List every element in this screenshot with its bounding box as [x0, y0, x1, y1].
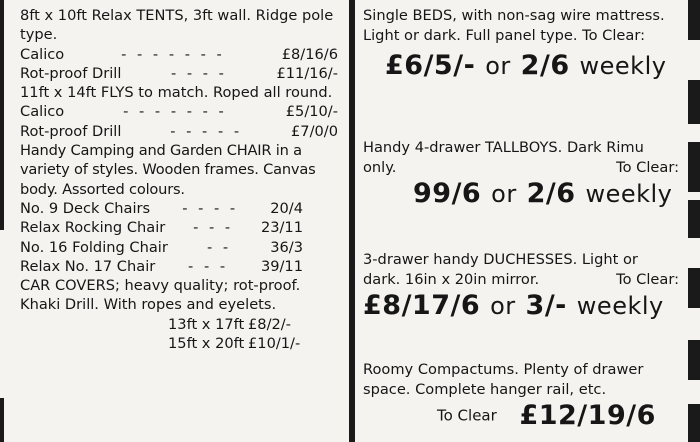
- item-label: Calico: [20, 45, 65, 63]
- beds-description: Single BEDS, with non-sag wire mattress. Light or dark. Full panel type. To Clear:: [363, 7, 665, 44]
- right-column-rule-6: [688, 340, 700, 380]
- price-row: [20, 102, 338, 121]
- item-label: No. 9 Deck Chairs: [20, 199, 151, 217]
- or-text: or: [491, 180, 517, 208]
- price-row: [20, 257, 303, 276]
- left-column-rule-top: [0, 0, 4, 230]
- item-label: Calico: [20, 103, 65, 121]
- item-label: Relax No. 17 Chair: [20, 257, 156, 275]
- duchesses-weekly-amount: 3/-: [525, 290, 567, 321]
- tallboys-text: Handy 4-drawer TALLBOYS. Dark Rimu only.: [363, 139, 644, 176]
- leader-dots: - -: [206, 238, 232, 256]
- leader-dots: - - - - -: [170, 122, 243, 140]
- price-row: [20, 64, 338, 83]
- cover-price: £10/1/-: [248, 335, 301, 353]
- leader-dots: - - - - - - -: [121, 45, 225, 63]
- compactums-description: Roomy Compactums. Plenty of drawer space. Complete hanger rail, etc.: [363, 361, 644, 398]
- cover-price: £8/2/-: [248, 315, 291, 333]
- price-row: [20, 218, 303, 237]
- tallboys-section: [363, 130, 679, 238]
- leader-dots: - - - -: [182, 199, 239, 217]
- tents-section: [20, 6, 338, 83]
- flys-section: [20, 83, 338, 141]
- compactums-price: £12/19/6: [519, 400, 656, 431]
- item-price: 39/11: [260, 257, 303, 275]
- to-clear-label: To Clear: [437, 406, 497, 425]
- right-column-rule-2: [688, 80, 700, 124]
- compactums-section: [363, 354, 679, 431]
- duchesses-price: £8/17/6: [363, 290, 481, 321]
- left-column-rule-bottom: [0, 398, 4, 442]
- item-price: £11/16/-: [276, 64, 338, 82]
- duchesses-price-line: [363, 291, 679, 321]
- flys-description: 11ft x 14ft FLYS to match. Roped all round.: [20, 84, 333, 102]
- tallboys-weekly-amount: 2/6: [526, 178, 576, 209]
- item-label: Relax Rocking Chair: [20, 219, 166, 237]
- price-row: [20, 238, 303, 257]
- item-price: £7/0/0: [291, 122, 338, 140]
- right-column-rule-1: [688, 0, 700, 40]
- tents-description: 8ft x 10ft Relax TENTS, 3ft wall. Ridge pole type.: [20, 7, 334, 44]
- weekly-text: weekly: [576, 292, 664, 320]
- price-row: [20, 199, 303, 218]
- beds-weekly-amount: 2/6: [520, 50, 570, 81]
- price-row: [20, 45, 338, 64]
- cover-size: 13ft x 17ft: [168, 315, 245, 333]
- leader-dots: - - -: [193, 219, 234, 237]
- right-column-rule-7: [688, 404, 700, 442]
- tallboys-price: 99/6: [413, 178, 482, 209]
- item-label: No. 16 Folding Chair: [20, 238, 168, 256]
- item-label: Rot-proof Drill: [20, 64, 122, 82]
- chairs-section: [20, 141, 338, 276]
- left-column: [20, 6, 338, 353]
- beds-section: [363, 6, 679, 130]
- right-column-rule-3: [688, 142, 700, 192]
- compactums-price-line: [363, 401, 679, 431]
- size-row: [168, 334, 338, 353]
- beds-price: £6/5/-: [385, 50, 476, 81]
- beds-price-line: [363, 51, 679, 81]
- tallboys-price-line: [363, 179, 679, 209]
- chairs-description: Handy Camping and Garden CHAIR in a variety of styles. Wooden frames. Canvas body. Assorted colours.: [20, 142, 316, 198]
- to-clear-label: To Clear:: [616, 158, 679, 176]
- car-covers-description: CAR COVERS; heavy quality; rot-proof. Khaki Drill. With ropes and eyelets.: [20, 277, 301, 314]
- right-column-rule-4: [688, 200, 700, 238]
- car-covers-sizes: [168, 315, 338, 354]
- price-row: [20, 122, 338, 141]
- or-text: or: [490, 292, 516, 320]
- cover-size: 15ft x 20ft: [168, 335, 245, 353]
- item-label: Rot-proof Drill: [20, 122, 122, 140]
- item-price: 23/11: [260, 219, 303, 237]
- item-price: 36/3: [270, 238, 303, 256]
- size-row: [168, 315, 338, 334]
- leader-dots: - - -: [188, 257, 229, 275]
- duchesses-description: [363, 250, 679, 289]
- duchesses-section: [363, 238, 679, 354]
- tallboys-description: [363, 138, 679, 177]
- weekly-text: weekly: [585, 180, 673, 208]
- right-column-rule-5: [688, 268, 700, 308]
- leader-dots: - - - -: [170, 64, 227, 82]
- center-column-rule: [349, 0, 355, 442]
- item-price: £8/16/6: [281, 45, 338, 63]
- weekly-text: weekly: [579, 52, 667, 80]
- leader-dots: - - - - - - -: [123, 103, 227, 121]
- duchesses-text: 3-drawer handy DUCHESSES. Light or dark. 16in x 20in mirror.: [363, 251, 638, 288]
- item-price: 20/4: [270, 199, 303, 217]
- item-price: £5/10/-: [285, 103, 338, 121]
- to-clear-label: To Clear:: [616, 270, 679, 288]
- right-column: [363, 6, 679, 431]
- car-covers-section: [20, 276, 338, 353]
- or-text: or: [485, 52, 511, 80]
